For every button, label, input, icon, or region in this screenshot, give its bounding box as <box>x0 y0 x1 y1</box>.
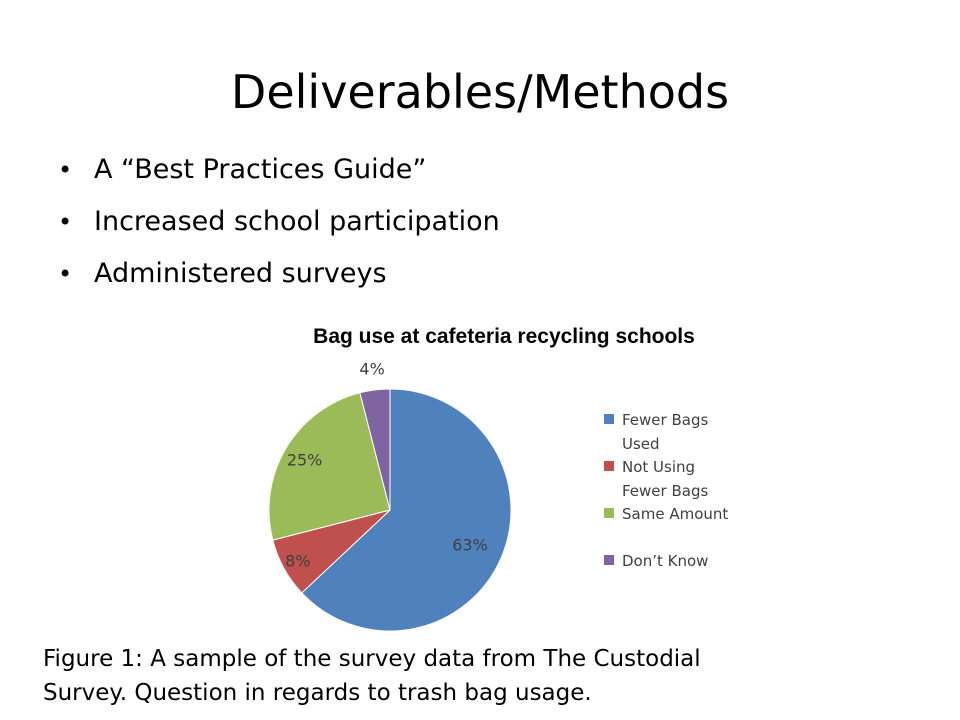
legend-label-same-amount: Same Amount <box>622 505 729 523</box>
legend-swatch-fewer-bags-used <box>604 414 614 424</box>
figure-caption <box>43 642 923 710</box>
slide-title: Deliverables/Methods <box>230 65 730 119</box>
legend-swatch-same-amount <box>604 508 614 518</box>
legend-label-not-using-fewer-bags: Not Using Fewer Bags <box>622 458 709 500</box>
caption-line-1: Figure 1: A sample of the survey data from The Custodial <box>43 646 701 672</box>
data-label-don-t-know: 4% <box>359 359 385 379</box>
caption-line-2: Survey. Question in regards to trash bag usage. <box>43 680 592 706</box>
bullet-icon: • <box>58 208 73 236</box>
legend-swatch-don-t-know <box>604 555 614 565</box>
bullet-icon: • <box>58 260 73 288</box>
chart-title: Bag use at cafeteria recycling schools <box>313 325 695 348</box>
data-label-fewer-bags-used: 63% <box>452 535 488 555</box>
bullet-icon: • <box>58 156 73 184</box>
bullet-text: Increased school participation <box>94 206 500 237</box>
data-label-not-using-fewer-bags: 8% <box>285 551 311 571</box>
data-label-same-amount: 25% <box>286 450 323 470</box>
bullet-text: A “Best Practices Guide” <box>94 154 427 185</box>
legend-label-don-t-know: Don’t Know <box>622 552 709 570</box>
bullet-text: Administered surveys <box>94 258 387 289</box>
legend-label-fewer-bags-used: Fewer Bags Used <box>622 411 709 453</box>
legend-swatch-not-using-fewer-bags <box>604 461 614 471</box>
